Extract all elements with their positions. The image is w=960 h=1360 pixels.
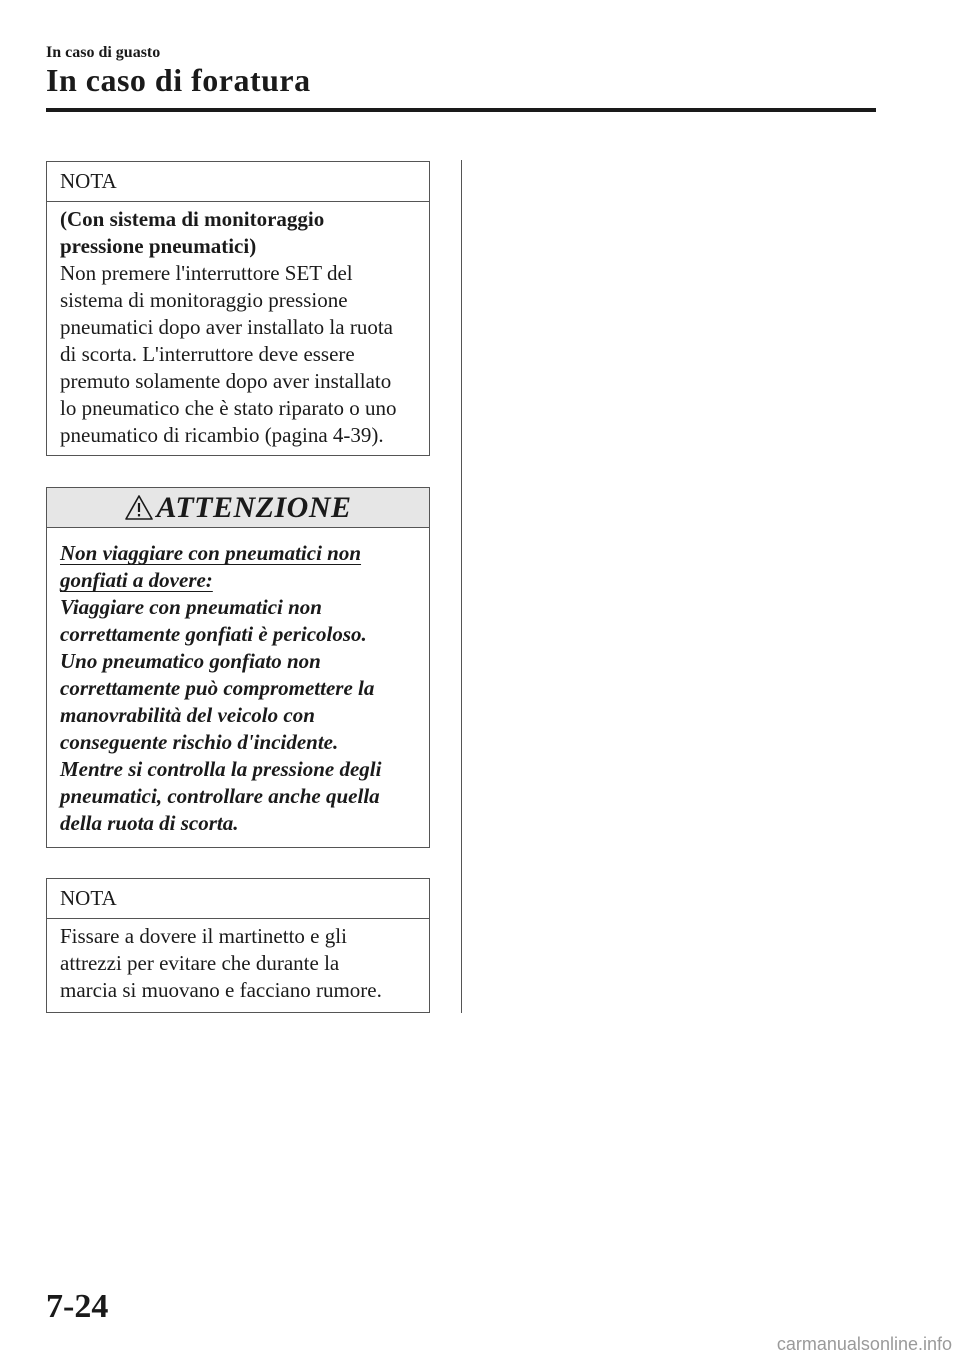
column-divider	[461, 160, 462, 1013]
warning-subheading-line: gonfiati a dovere:	[60, 568, 213, 592]
note-text-line: di scorta. L'interruttore deve essere	[60, 342, 355, 366]
note-box-tire-monitoring	[46, 161, 430, 456]
page-title: In caso di foratura	[46, 62, 311, 98]
warning-text-line: correttamente gonfiati è pericoloso.	[60, 622, 367, 646]
note-text-line: pneumatico di ricambio (pagina 4-39).	[60, 423, 384, 447]
warning-triangle-icon	[124, 494, 154, 521]
title-rule	[46, 108, 876, 112]
watermark: carmanualsonline.info	[776, 1334, 952, 1354]
note-text-line: premuto solamente dopo aver installato	[60, 369, 392, 393]
note-heading: NOTA	[47, 162, 429, 202]
warning-text-line: Mentre si controlla la pressione degli	[60, 757, 382, 781]
note-text-line: marcia si muovano e facciano rumore.	[60, 978, 382, 1002]
warning-text-line: pneumatici, controllare anche quella	[60, 784, 380, 808]
page-number: 7-24	[46, 1288, 109, 1325]
warning-text-line: conseguente rischio d'incidente.	[60, 730, 339, 754]
note-text-line: pneumatici dopo aver installato la ruota	[60, 315, 393, 339]
warning-text-line: Uno pneumatico gonfiato non	[60, 649, 321, 673]
note-heading: NOTA	[47, 879, 429, 919]
warning-text-line: manovrabilità del veicolo con	[60, 703, 315, 727]
section-label: In caso di guasto	[46, 44, 161, 61]
note-text-line: Non premere l'interruttore SET del	[60, 261, 353, 285]
note-text-line: lo pneumatico che è stato riparato o uno	[60, 396, 397, 420]
warning-body	[47, 528, 429, 843]
warning-header	[47, 488, 429, 528]
warning-text-line: della ruota di scorta.	[60, 811, 239, 835]
note-subheading-line: (Con sistema di monitoraggio	[60, 207, 325, 231]
warning-subheading-line: Non viaggiare con pneumatici non	[60, 541, 362, 565]
warning-text-line: Viaggiare con pneumatici non	[60, 595, 322, 619]
warning-text-line: correttamente può compromettere la	[60, 676, 375, 700]
note-text-line: Fissare a dovere il martinetto e gli	[60, 924, 347, 948]
warning-heading: ATTENZIONE	[156, 490, 352, 524]
note-subheading-line: pressione pneumatici)	[60, 234, 257, 258]
note-text-line: sistema di monitoraggio pressione	[60, 288, 348, 312]
note-box-jack	[46, 878, 430, 1013]
note-body	[47, 919, 429, 1010]
note-text-line: attrezzi per evitare che durante la	[60, 951, 340, 975]
warning-box	[46, 487, 430, 848]
note-body	[47, 202, 429, 455]
